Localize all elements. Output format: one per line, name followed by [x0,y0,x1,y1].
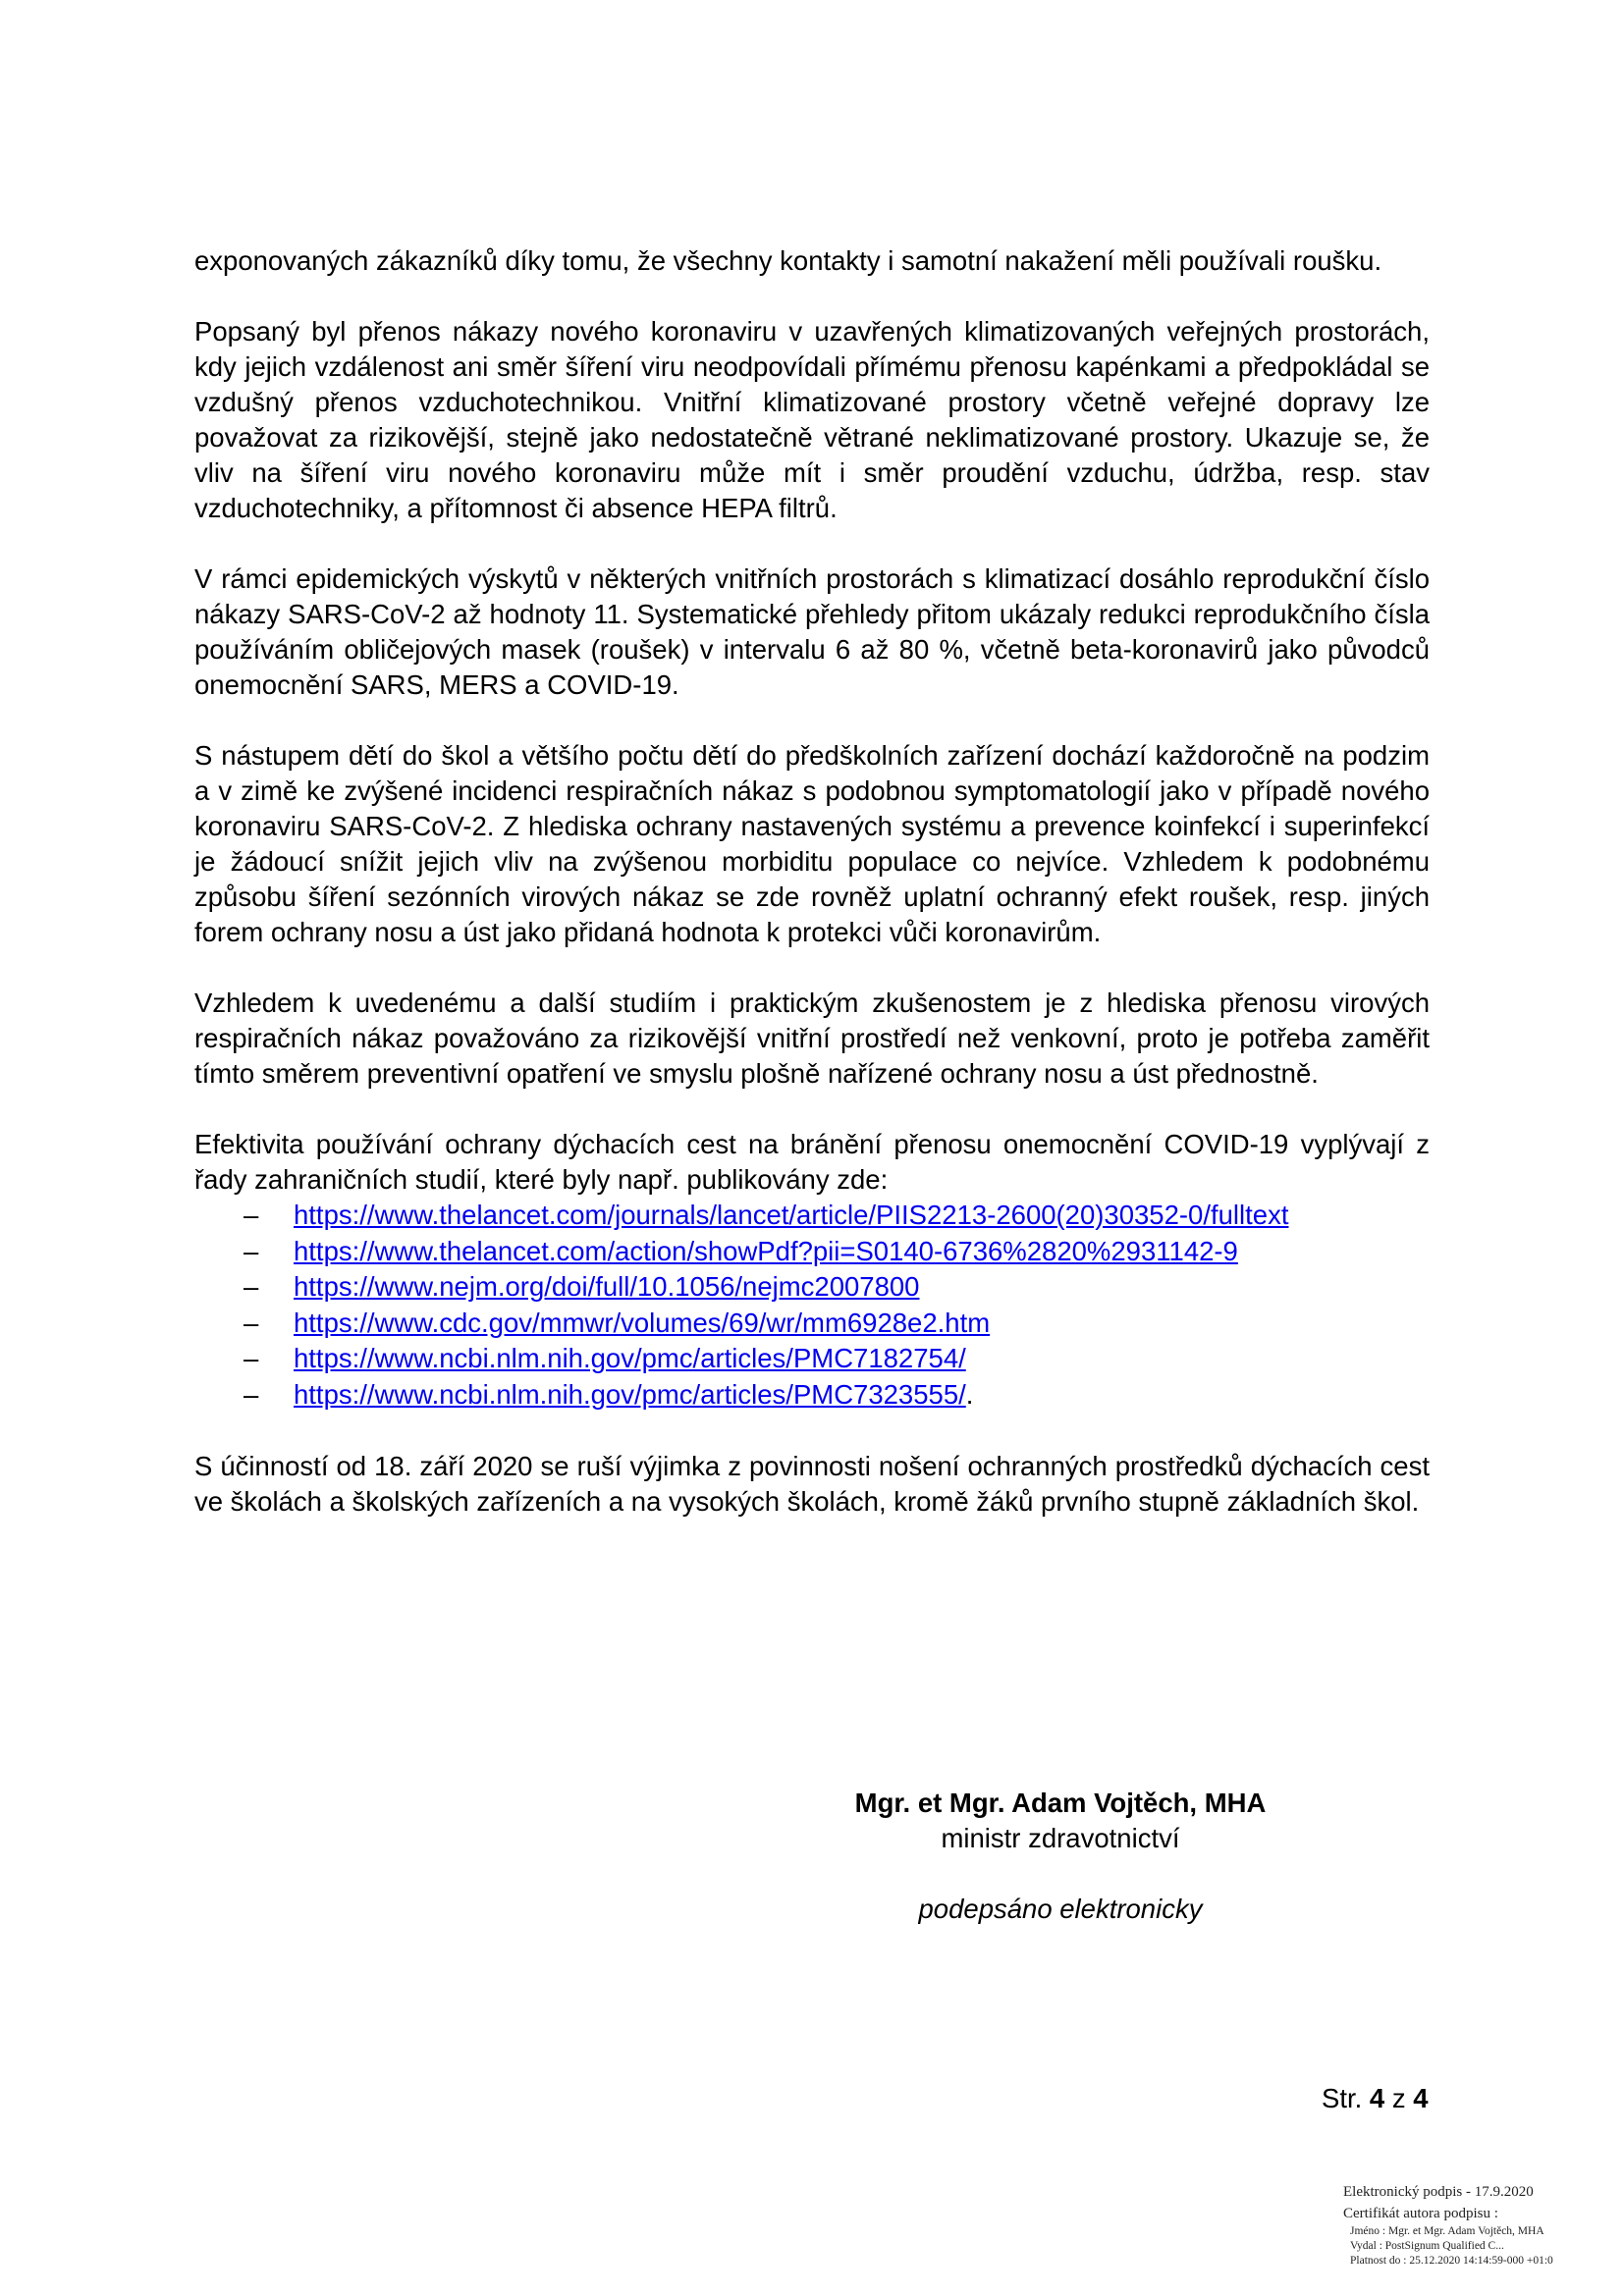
paragraph-indoor-risk: Vzhledem k uvedenému a další studiím i praktickým zkušenostem je z hlediska přenosu virových respiračních nákaz považováno za rizikovější vnitřní prostředí než venkovní, proto je potřeba zaměřit tímto směrem preventivní opatření ve smyslu plošně nařízené ochrany nosu a úst přednostně. [194,988,1430,1089]
stamp-validity: Platnost do : 25.12.2020 14:14:59-000 +01:0 [1350,2255,1553,2267]
paragraph-exemption-cancelled: S účinností od 18. září 2020 se ruší výjimka z povinnosti nošení ochranných prostředků dýchacích cest ve školách a školských zařízeních a na vysokých školách, kromě žáků prvního stupně základních škol. [194,1450,1430,1517]
study-links-list [194,1198,1430,1414]
study-link-lancet-2[interactable]: https://www.thelancet.com/action/showPdf?pii=S0140-6736%2820%2931142-9 [294,1235,1238,1266]
dash-bullet: – [244,1307,259,1338]
link-suffix: . [965,1378,974,1410]
electronic-signature-note: podepsáno elektronicky [918,1894,1203,1924]
paragraph-reproduction-number: V rámci epidemických výskytů v některých vnitřních prostorách s klimatizací dosáhlo reprodukční číslo nákazy SARS-CoV-2 až hodnoty 11. Systematické přehledy přitom ukázaly redukci reprodukčního čísla používáním obličejových masek (roušek) v intervalu 6 až 80 %, včetně beta-koronavirů jako původců onemocnění SARS, MERS a COVID-19. [194,563,1430,700]
study-link-ncbi-1[interactable]: https://www.ncbi.nlm.nih.gov/pmc/articles/PMC7182754/ [294,1343,966,1374]
list-item [194,1377,1430,1414]
list-item [194,1198,1430,1234]
list-item [194,1341,1430,1377]
page-number-prefix: Str. [1322,2083,1363,2113]
stamp-name: Jméno : Mgr. et Mgr. Adam Vojtěch, MHA [1350,2225,1544,2237]
dash-bullet: – [244,1271,259,1303]
page-number-current: 4 [1369,2083,1385,2113]
list-item [194,1306,1430,1342]
page-number-total: 4 [1413,2083,1429,2113]
paragraph-air-transmission: Popsaný byl přenos nákazy nového koronaviru v uzavřených klimatizovaných veřejných prostorách, kdy jejich vzdálenost ani směr šíření viru neodpovídali přímému přenosu kapénkami a předpokládal se vzdušný přenos vzduchotechnikou. Vnitřní klimatizované prostory včetně veřejné dopravy lze považovat za rizikovější, stejně jako nedostatečně větrané neklimatizované prostory. Ukazuje se, že vliv na šíření viru nového koronaviru může mít i směr proudění vzduchu, údržba, resp. stav vzduchotechniky, a přítomnost či absence HEPA filtrů. [194,316,1430,523]
study-link-ncbi-2[interactable]: https://www.ncbi.nlm.nih.gov/pmc/articles/PMC7323555/ [294,1378,966,1410]
stamp-certificate-label: Certifikát autora podpisu : [1343,2206,1498,2221]
stamp-title: Elektronický podpis - 17.9.2020 [1343,2184,1534,2200]
dash-bullet: – [244,1378,259,1410]
study-link-lancet-1[interactable]: https://www.thelancet.com/journals/lancet/article/PIIS2213-2600(20)30352-0/fulltext [294,1200,1289,1230]
paragraph-continuation: exponovaných zákazníků díky tomu, že všechny kontakty i samotní nakažení měli používali roušku. [194,245,1382,276]
stamp-issuer: Vydal : PostSignum Qualified C... [1350,2240,1504,2252]
study-link-nejm[interactable]: https://www.nejm.org/doi/full/10.1056/nejmc2007800 [294,1271,920,1303]
document-body [194,243,1430,1555]
paragraph-schools: S nástupem dětí do škol a většího počtu dětí do předškolních zařízení dochází každoročně na podzim a v zimě ke zvýšené incidenci respiračních nákaz s podobnou symptomatologií jako v případě nového koronaviru SARS-CoV-2. Z hlediska ochrany nastavených systému a prevence koinfekcí i superinfekcí je žádoucí snížit jejich vliv na zvýšenou morbiditu populace co nejvíce. Vzhledem k podobnému způsobu šíření sezónních virových nákaz se zde rovněž uplatní ochranný efekt roušek, resp. jiných forem ochrany nosu a úst jako přidaná hodnota k protekci vůči koronavirům. [194,740,1430,947]
signatory-role: ministr zdravotnictví [941,1823,1180,1853]
signatory-name: Mgr. et Mgr. Adam Vojtěch, MHA [854,1788,1267,1818]
electronic-signature-stamp [1343,2181,1618,2269]
list-item [194,1234,1430,1270]
list-item [194,1269,1430,1306]
dash-bullet: – [244,1343,259,1374]
paragraph-studies-intro: Efektivita používání ochrany dýchacích cest na bránění přenosu onemocnění COVID-19 vyplývají z řady zahraničních studií, které byly např. publikovány zde: [194,1129,1430,1195]
study-link-cdc[interactable]: https://www.cdc.gov/mmwr/volumes/69/wr/mm6928e2.htm [294,1307,991,1338]
dash-bullet: – [244,1235,259,1266]
dash-bullet: – [244,1200,259,1230]
page-number-sep: z [1391,2083,1406,2113]
page-number [1322,2083,1429,2114]
